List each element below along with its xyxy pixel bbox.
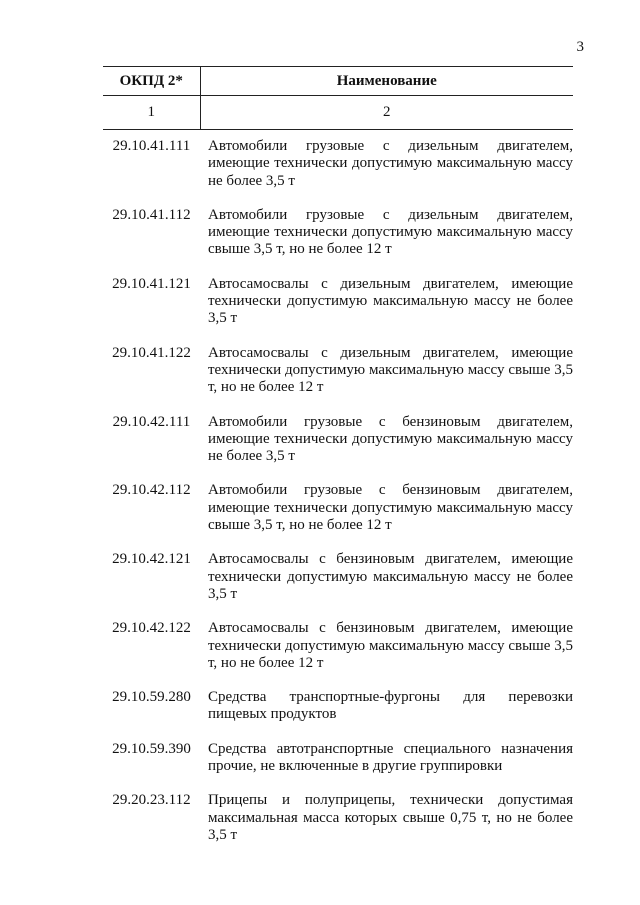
product-name: Автосамосвалы с бензиновым двигателем, имеющие технически допустимую максимальную массу свыше 3,5 т, но не более 12 т [208, 620, 573, 671]
table-row [103, 741, 573, 776]
table-row [103, 689, 573, 724]
page-number: 3 [576, 39, 584, 55]
table-row [103, 414, 573, 466]
okpd-code: 29.10.41.112 [112, 206, 191, 223]
table-row [103, 792, 573, 844]
product-name: Прицепы и полуприцепы, технически допустимая максимальная масса которых свыше 0,75 т, но не более 3,5 т [208, 792, 573, 843]
table-header-row [103, 67, 573, 96]
table-row [103, 482, 573, 534]
okpd-code: 29.10.41.121 [112, 275, 191, 292]
product-name: Автомобили грузовые с бензиновым двигателем, имеющие технически допустимую максимальную массу не более 3,5 т [208, 413, 573, 465]
okpd-code: 29.10.59.280 [112, 689, 191, 706]
product-name: Автосамосвалы с бензиновым двигателем, имеющие технически допустимую максимальную массу не более 3,5 т [208, 551, 573, 602]
okpd-code: 29.10.42.111 [112, 413, 191, 430]
product-name: Автосамосвалы с дизельным двигателем, имеющие технически допустимую максимальную массу не более 3,5 т [208, 275, 573, 327]
product-name: Средства автотранспортные специального назначения прочие, не включенные в другие группировки [208, 740, 573, 775]
okpd-code: 29.20.23.112 [112, 792, 191, 809]
product-name: Автомобили грузовые с дизельным двигателем, имеющие технически допустимую максимальную массу свыше 3,5 т, но не более 12 т [208, 206, 573, 258]
product-name: Автомобили грузовые с дизельным двигателем, имеющие технически допустимую максимальную массу не более 3,5 т [208, 138, 573, 189]
header-name: Наименование [200, 67, 573, 96]
table-row [103, 207, 573, 259]
product-name: Автомобили грузовые с бензиновым двигателем, имеющие технически допустимую максимальную массу свыше 3,5 т, но не более 12 т [208, 482, 573, 534]
table-row [103, 620, 573, 672]
okpd-code: 29.10.41.122 [112, 344, 191, 361]
column-number-1: 1 [103, 96, 200, 130]
okpd-table [103, 66, 573, 844]
table-row [103, 345, 573, 397]
column-number-2: 2 [200, 96, 573, 130]
column-number-row [103, 96, 573, 130]
okpd-code: 29.10.42.112 [112, 482, 191, 499]
table-row [103, 276, 573, 328]
header-okpd: ОКПД 2* [103, 67, 200, 96]
okpd-code: 29.10.42.122 [112, 620, 191, 637]
table-row [103, 138, 573, 190]
okpd-code: 29.10.41.111 [112, 138, 191, 154]
okpd-code: 29.10.42.121 [112, 551, 191, 568]
product-name: Средства транспортные-фургоны для перевозки пищевых продуктов [208, 689, 573, 723]
okpd-code: 29.10.59.390 [112, 740, 191, 757]
product-name: Автосамосвалы с дизельным двигателем, имеющие технически допустимую максимальную массу свыше 3,5 т, но не более 12 т [208, 344, 573, 396]
table-row [103, 551, 573, 603]
